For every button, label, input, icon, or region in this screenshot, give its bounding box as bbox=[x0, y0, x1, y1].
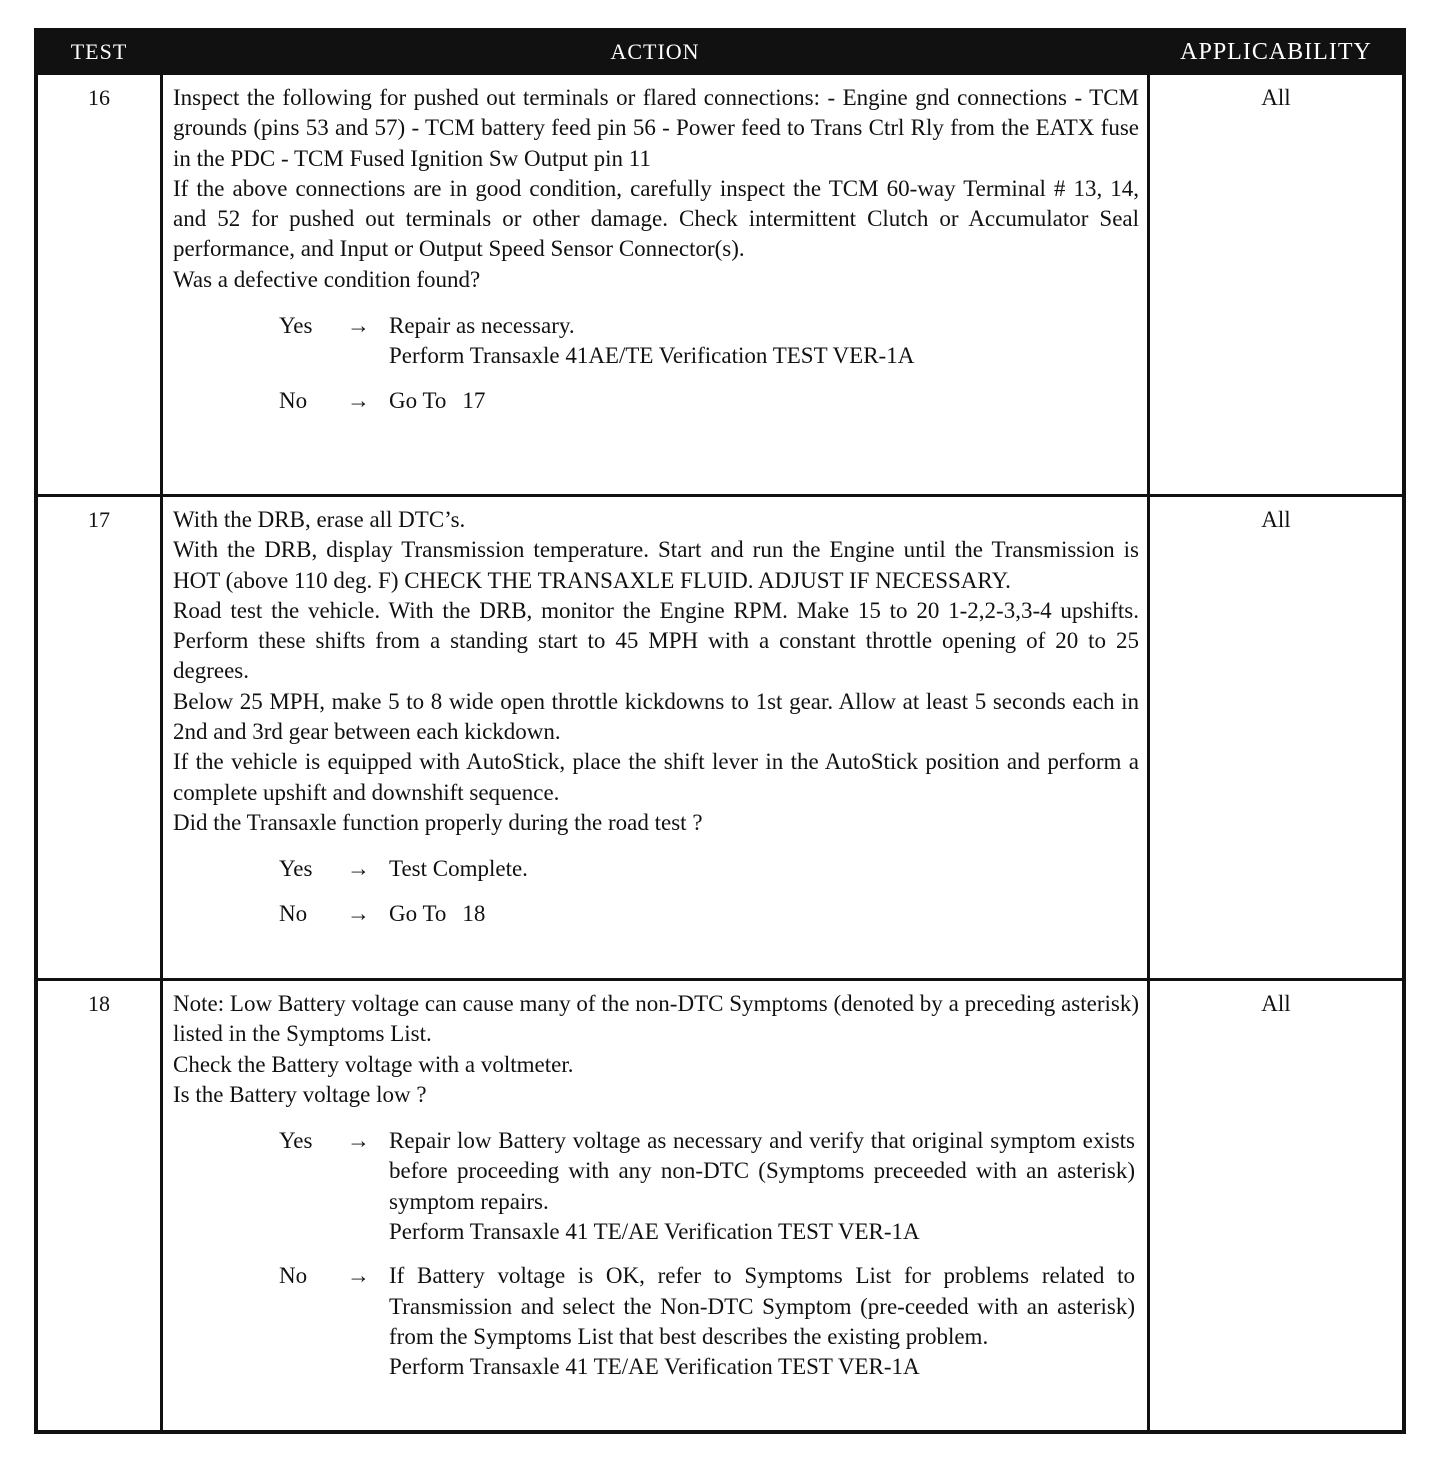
action-cell bbox=[160, 497, 1150, 978]
no-answer bbox=[173, 386, 1139, 416]
right-arrow-icon: → bbox=[347, 856, 370, 882]
right-arrow-icon: → bbox=[347, 900, 370, 926]
goto-instruction bbox=[389, 386, 1139, 416]
no-instructions bbox=[389, 1261, 1139, 1382]
test-number: 18 bbox=[88, 991, 110, 1016]
action-paragraph: Below 25 MPH, make 5 to 8 wide open throttle kickdowns to 1st gear. Allow at least 5 seconds each in 2nd and 3rd gear between each kickdown. bbox=[173, 688, 1139, 745]
no-answer bbox=[173, 1261, 1139, 1382]
no-label: No bbox=[279, 900, 308, 926]
applicability-value: All bbox=[1261, 507, 1291, 532]
no-answer bbox=[173, 899, 1139, 929]
instruction-line: If Battery voltage is OK, refer to Symptoms List for problems related to Transmission and select the Non-DTC Symptom (pre-ceeded with an asterisk) from the Symptoms List that best describes the existing problem. bbox=[389, 1263, 1135, 1349]
answer-list bbox=[173, 1126, 1139, 1382]
answer-list bbox=[173, 854, 1139, 929]
yes-answer bbox=[173, 854, 1139, 884]
test-number: 17 bbox=[88, 507, 110, 532]
header-test: TEST bbox=[70, 39, 128, 64]
action-question: Is the Battery voltage low ? bbox=[173, 1081, 427, 1107]
right-arrow-icon: → bbox=[347, 1128, 370, 1154]
action-question: Did the Transaxle function properly during the road test ? bbox=[173, 809, 703, 835]
goto-instruction bbox=[389, 899, 1139, 929]
yes-label: Yes bbox=[279, 856, 313, 882]
table-row-test-18 bbox=[38, 978, 1402, 1430]
instruction-line: Repair as necessary. bbox=[389, 313, 575, 339]
goto-label: Go To bbox=[389, 387, 447, 413]
header-applicability: APPLICABILITY bbox=[1180, 38, 1372, 65]
right-arrow-icon: → bbox=[347, 1263, 370, 1289]
action-question: Was a defective condition found? bbox=[173, 266, 481, 292]
yes-answer bbox=[173, 311, 1139, 372]
yes-instructions bbox=[389, 854, 1139, 884]
instruction-line: Test Complete. bbox=[389, 856, 528, 882]
no-label: No bbox=[279, 387, 308, 413]
test-number: 16 bbox=[88, 85, 110, 110]
right-arrow-icon: → bbox=[347, 387, 370, 413]
answer-list bbox=[173, 311, 1139, 416]
action-cell bbox=[160, 75, 1150, 494]
goto-test-number: 17 bbox=[462, 387, 486, 413]
diagnostic-test-table bbox=[34, 28, 1406, 1434]
action-paragraph: Note: Low Battery voltage can cause many of the non-DTC Symptoms (denoted by a preceding asterisk) listed in the Symptoms List. bbox=[173, 991, 1139, 1047]
right-arrow-icon: → bbox=[347, 313, 370, 339]
yes-instructions bbox=[389, 1126, 1139, 1247]
action-cell bbox=[160, 981, 1150, 1430]
yes-label: Yes bbox=[279, 1128, 313, 1154]
table-row-test-16 bbox=[38, 72, 1402, 494]
action-paragraph: Check the Battery voltage with a voltmeter. bbox=[173, 1051, 574, 1077]
action-paragraph: With the DRB, display Transmission temperature. Start and run the Engine until the Transmission is HOT (above 110 deg. F) CHECK THE TRANSAXLE FLUID. ADJUST IF NECESSARY. bbox=[173, 537, 1139, 593]
yes-instructions bbox=[389, 311, 1139, 372]
header-action: ACTION bbox=[610, 39, 700, 64]
table-header bbox=[38, 32, 1402, 72]
yes-label: Yes bbox=[279, 313, 313, 339]
instruction-line: Perform Transaxle 41 TE/AE Verification TEST VER-1A bbox=[389, 1354, 920, 1380]
no-label: No bbox=[279, 1263, 308, 1289]
applicability-value: All bbox=[1261, 991, 1291, 1016]
instruction-line: Perform Transaxle 41 TE/AE Verification TEST VER-1A bbox=[389, 1219, 920, 1245]
action-paragraph: With the DRB, erase all DTC’s. bbox=[173, 507, 466, 532]
yes-answer bbox=[173, 1126, 1139, 1247]
instruction-line: Repair low Battery voltage as necessary and verify that original symptom exists before proceeding with any non-DTC (Symptoms preceeded with an asterisk) symptom repairs. bbox=[389, 1128, 1135, 1214]
action-paragraph: If the above connections are in good condition, carefully inspect the TCM 60-way Terminal # 13, 14, and 52 for pushed out terminals or other damage. Check intermittent Clutch or Accumulator Seal performance, and Input or Output Speed Sensor Connector(s). bbox=[173, 175, 1139, 262]
action-paragraph: Road test the vehicle. With the DRB, monitor the Engine RPM. Make 15 to 20 1-2,2-3,3-4 upshifts. Perform these shifts from a standing start to 45 MPH with a constant throttle opening of 20 to 25 degrees. bbox=[173, 597, 1139, 684]
action-paragraph: Inspect the following for pushed out terminals or flared connections: - Engine gnd connections - TCM grounds (pins 53 and 57) - TCM battery feed pin 56 - Power feed to Trans Ctrl Rly from the EATX fuse in the PDC - TCM Fused Ignition Sw Output pin 11 bbox=[173, 85, 1139, 171]
action-paragraph: If the vehicle is equipped with AutoStick, place the shift lever in the AutoStick position and perform a complete upshift and downshift sequence. bbox=[173, 749, 1139, 805]
instruction-line: Perform Transaxle 41AE/TE Verification TEST VER-1A bbox=[389, 343, 915, 369]
applicability-value: All bbox=[1261, 85, 1291, 110]
table-row-test-17 bbox=[38, 494, 1402, 978]
goto-label: Go To bbox=[389, 900, 447, 926]
goto-test-number: 18 bbox=[462, 900, 486, 926]
